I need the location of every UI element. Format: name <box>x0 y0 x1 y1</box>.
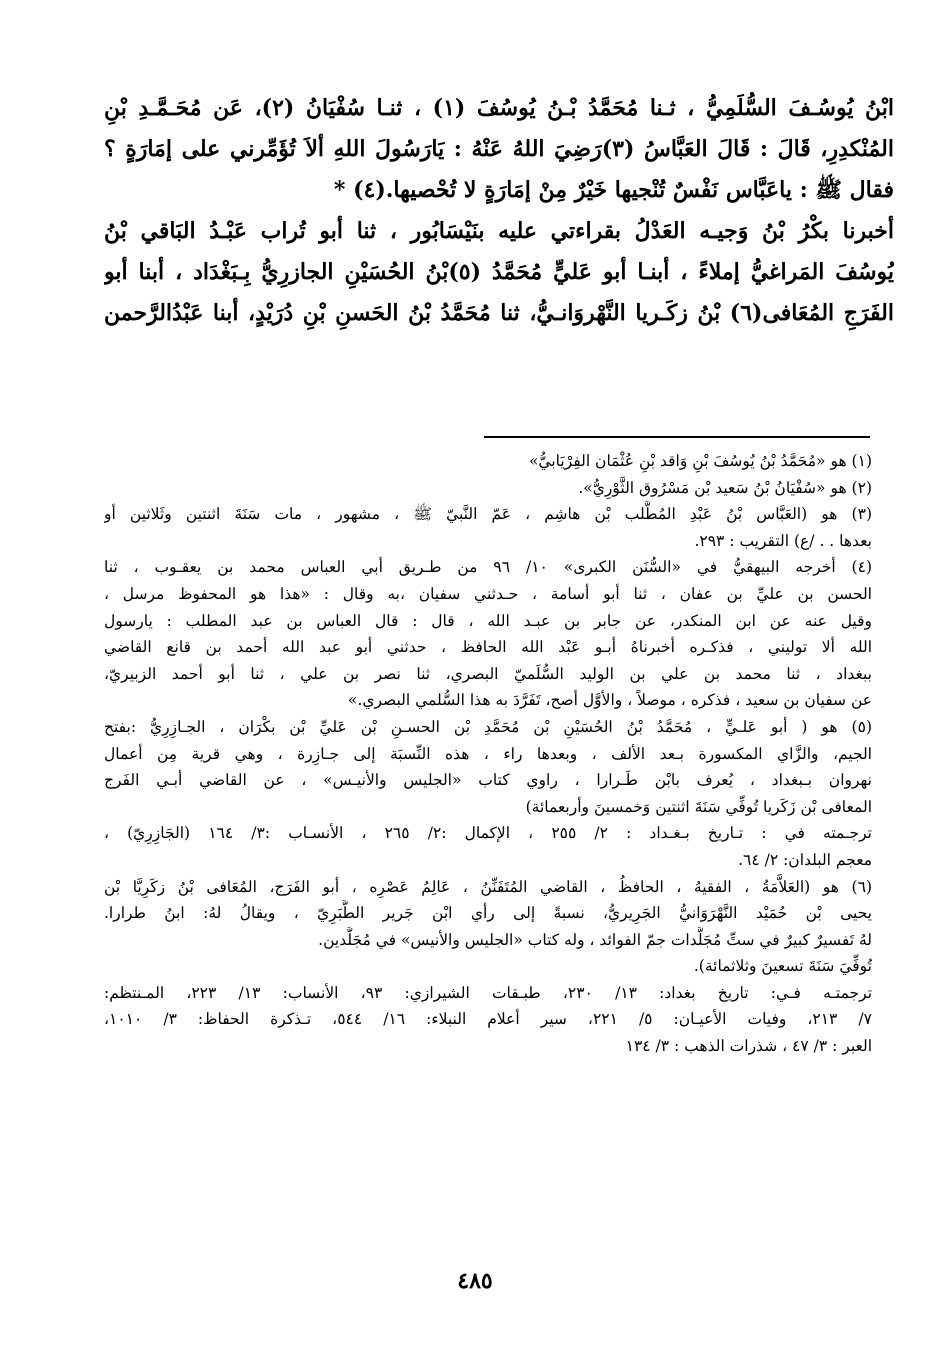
main-text-line: الفَرَجِ المُعَافى(٦) بْنُ زكَـريا النَّهْروَانـيُّ، ثنا مُحَمَّدُ بْنُ الحَسنِ بْنِ دُرَيْدٍ، أبنا عَبْدُالرَّحمن <box>104 300 894 326</box>
footnote-divider <box>484 436 870 438</box>
main-text-line: ابْنُ يُوسُـفَ السُّلَمِيُّ ، ثـنا مُحَمَّدُ بْـنُ يُوسُفَ (١) ، ثنـا سُفْيَانُ (٢)، عَن مُحَـمَّـدِ بْنِ <box>104 95 894 121</box>
footnote-line: وقيل عنه عن ابن المنكدر، عن جابر بن عبـد الله ، قال : قال العباس بن عبد المطلب : يارسول <box>104 611 872 630</box>
footnote-line: (٣) هو (العَبَّاس بْنُ عَبْدِ المُطَّلب بْن هاشِم ، عَمّ النَّبيّ ﷺ ، مشهور ، مات سَنَةَ اثنتين وثَلاثين أو <box>104 505 872 524</box>
footnote-line: (٢) هو «سُفْيَانُ بْنُ سَعيد بْن مَسْرُوق الثَّوْرِيُّ». <box>578 478 872 497</box>
footnotes-block <box>104 448 872 1060</box>
main-text-block <box>104 88 894 334</box>
footnote-line: المعافى بْن زَكَريا تُوفِّي سَنَةَ اثنتين وَخمسينَ وأربعمائة) <box>525 797 872 816</box>
main-text-line: أخبرنا بكْرُ بْنُ وَجيـه العَدْلُ بقراءتي عليه بنَيْسَابُور ، ثنا أبو تُراب عَبْـدُ البَاقي بْنُ <box>104 218 894 244</box>
footnote-line: (١) هو «مُحَمَّدُ بْنُ يُوسُفَ بْنِ وَاقد بْنِ عُثْمَان الفِرْيَابيُّ» <box>528 452 872 470</box>
footnote-line: (٥) هو ( أبو عَلـيٍّ ، مُحَمَّدُ بْنُ الحُسَيْنِ بْن مُحَمَّدِ بْن الحسـنِ بْن عَليِّ بْن بكْرَان ، الجـازِرِيُّ :بفتح <box>104 717 872 736</box>
footnote-line: ٧/ ٢١٣، وفيات الأعيـان: ٥/ ٢٢١، سير أعلام النبلاء: ١٦/ ٥٤٤، تـذكرة الحفاظ: ٣/ ١٠١٠، <box>104 1010 872 1029</box>
footnote-line: (٤) أخرجه البيهقيُّ في «السُّنَن الكبرى» ١٠/ ٩٦ من طـريق أبي العباس محمد بن يعقـوب ، ثنا <box>104 558 872 577</box>
footnote-line: الجيم، والزَّاي المكسورة بـعد الألف ، وبعدها راء ، هذه النِّسبَة إلى جـازِرة ، وهي قرية مِن أعمال <box>104 744 872 763</box>
footnote-line: الله ألا توليني ، فذكـره أخبرناهُ أبـو عَبْد الله الحافظ ، حدثني أبو عبد الله أحمد بن قانع القاضي <box>104 638 872 657</box>
footnote-line: (٦) هو (العَلاَّمَةُ ، الفقيهُ ، الحافظُ ، القاضي المُتَفَنِّنُ ، عَالِمُ عَصْرِه ، أبو الفَرَج، المُعَافى بْنُ زكَرِيَّا بْن <box>104 877 872 896</box>
footnote-line: العبر : ٣/ ٤٧ ، شذرات الذهب : ٣/ ١٣٤ <box>625 1037 872 1056</box>
footnote-line: ترجمتـه فـي: تاريخ بغداد: ١٣/ ٢٣٠، طبـقات الشيرازي: ٩٣، الأنساب: ١٣/ ٢٢٣، المـنتظم: <box>104 983 872 1002</box>
footnote-line: تُوفِّيَ سَنَةَ تسعينَ وثلاثمائة). <box>693 957 872 976</box>
footnote-line: ببغداد ، ثنا محمد بن علي بن الوليد السُّلَميّ البصري، ثنا نصر بن علي ، ثنا أبو أحمد الزبيريّ، <box>104 664 872 683</box>
footnote-line: يحيى بْن حُمَيْد النَّهْرَوَانيُّ الجَرِيريُّ، نسبةً إلى رأي ابْن جَرير الطَّبَرِيّ ، ويقالُ لهُ: ابنُ طرارا. <box>104 904 872 923</box>
main-text-line: فقال ﷺ : ياعَبَّاس نَفْسٌ تُنْجيها خَيْرٌ مِنْ إمَارَةٍ لا تُحْصيها.(٤) * <box>333 177 894 203</box>
footnote-line: نهروان بـبغداد ، يُعرف بابْن طَـرارا ، راوي كتاب «الجليس والأنيـس» ، عن القاضي أبـي الفَرج <box>104 771 872 790</box>
footnote-line: لهُ تَفسيرٌ كبيرٌ في ستِّ مُجَلَّدات جمّ الفوائد ، وله كتاب «الجليس والأنيس» في مُجَلَّدين. <box>318 930 872 949</box>
page-number: ٤٨٥ <box>457 1268 493 1294</box>
footnote-line: بعدها . . /ع) التقريب : ٢٩٣. <box>694 531 872 550</box>
footnote-line: الحسن بن عليِّ بن عفان ، ثنا أبو أسامة ، حـدثني سفيان ،به وقال : «هذا هو المحفوظ مرسل ، <box>104 584 872 603</box>
footnote-line: معجم البلدان: ٢/ ٦٤. <box>738 850 872 869</box>
main-text-line: يُوسُفَ المَراغيُّ إملاءً ، أبنـا أبو عَليٍّ مُحَمَّدُ (٥)بْنُ الحُسَيْنِ الجازرِيُّ بِـبَغْدَاد ، أبنا أبو <box>104 259 894 285</box>
footnote-line: ترجـمته في : تـاريخ بـغـداد : ٢/ ٢٥٥ ، الإكمال :٢/ ٢٦٥ ، الأنسـاب :٣/ ١٦٤ (الجَازِرِيّ) ، <box>104 824 872 843</box>
footnote-line: عن سفيان بن سعيد ، فذكره ، موصلاً ، والأوَّل أصح، تَفَرَّدَ به هذا السُّلمي البصري.» <box>347 691 872 710</box>
main-text-line: المُنْكدِرِ، قَالَ : قَالَ العَبَّاسُ (٣)رَضِيَ اللهُ عَنْهُ : يَارَسُولَ اللهِ ألاَ تُؤَمِّرني على إمَارَةٍ ؟ <box>104 136 894 162</box>
